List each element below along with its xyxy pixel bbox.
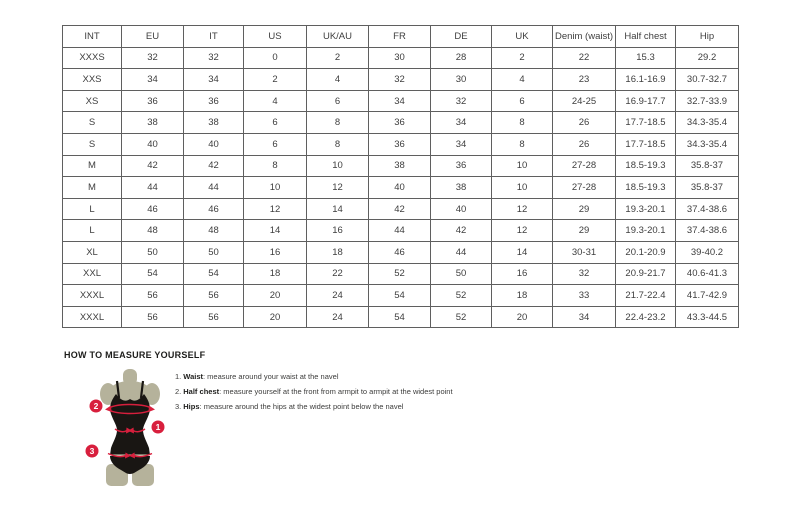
table-cell: 20.9-21.7	[616, 263, 676, 285]
table-cell: 34	[122, 69, 184, 91]
table-cell: 36	[184, 90, 244, 112]
table-cell: 10	[244, 177, 307, 199]
table-cell: 20	[244, 285, 307, 307]
table-row	[63, 285, 739, 307]
table-cell: 10	[307, 155, 369, 177]
column-header-de: DE	[431, 26, 492, 48]
table-cell: 23	[553, 69, 616, 91]
table-cell: M	[63, 155, 122, 177]
table-row	[63, 47, 739, 69]
table-cell: 44	[369, 220, 431, 242]
table-row	[63, 241, 739, 263]
table-cell: 24	[307, 306, 369, 328]
badge-waist-label: 1	[155, 422, 161, 432]
table-cell: 4	[492, 69, 553, 91]
table-cell: 42	[184, 155, 244, 177]
table-cell: 32	[553, 263, 616, 285]
table-cell: 6	[244, 133, 307, 155]
table-cell: 32	[122, 47, 184, 69]
table-cell: 8	[307, 133, 369, 155]
table-cell: 30-31	[553, 241, 616, 263]
table-cell: 33	[553, 285, 616, 307]
table-cell: 37.4-38.6	[676, 220, 739, 242]
table-cell: 38	[122, 112, 184, 134]
table-row	[63, 69, 739, 91]
column-header-int: INT	[63, 26, 122, 48]
table-cell: 38	[184, 112, 244, 134]
table-cell: 44	[122, 177, 184, 199]
table-cell: 36	[369, 112, 431, 134]
mannequin-figure	[82, 367, 182, 487]
table-cell: 30	[369, 47, 431, 69]
table-cell: 29	[553, 220, 616, 242]
table-cell: 40	[122, 133, 184, 155]
header-row	[63, 26, 739, 48]
table-row	[63, 112, 739, 134]
table-cell: 20	[492, 306, 553, 328]
table-cell: 18.5-19.3	[616, 177, 676, 199]
size-chart-table	[62, 25, 739, 328]
table-cell: XL	[63, 241, 122, 263]
table-cell: 14	[307, 198, 369, 220]
table-cell: 8	[492, 133, 553, 155]
size-chart-body	[63, 47, 739, 328]
table-cell: L	[63, 198, 122, 220]
table-cell: 22.4-23.2	[616, 306, 676, 328]
table-cell: XXXL	[63, 285, 122, 307]
table-cell: 16	[244, 241, 307, 263]
table-cell: 38	[369, 155, 431, 177]
table-cell: 34	[431, 112, 492, 134]
table-cell: 41.7-42.9	[676, 285, 739, 307]
table-cell: 50	[122, 241, 184, 263]
table-row	[63, 306, 739, 328]
table-row	[63, 198, 739, 220]
table-cell: XXXS	[63, 47, 122, 69]
table-cell: 36	[122, 90, 184, 112]
table-cell: 32	[431, 90, 492, 112]
table-cell: 8	[492, 112, 553, 134]
table-cell: 2	[307, 47, 369, 69]
table-cell: 19.3-20.1	[616, 220, 676, 242]
table-cell: 54	[184, 263, 244, 285]
table-cell: S	[63, 133, 122, 155]
table-row	[63, 90, 739, 112]
measure-step-half-chest	[175, 384, 453, 399]
table-cell: 54	[369, 306, 431, 328]
table-cell: 42	[122, 155, 184, 177]
table-cell: 8	[244, 155, 307, 177]
table-cell: 44	[184, 177, 244, 199]
table-cell: 20.1-20.9	[616, 241, 676, 263]
column-header-us: US	[244, 26, 307, 48]
table-cell: 12	[244, 198, 307, 220]
table-cell: 42	[369, 198, 431, 220]
table-cell: 14	[244, 220, 307, 242]
table-cell: 56	[184, 285, 244, 307]
table-cell: 34.3-35.4	[676, 112, 739, 134]
measure-step-waist	[175, 369, 453, 384]
table-cell: XXL	[63, 263, 122, 285]
table-cell: 12	[307, 177, 369, 199]
table-cell: 26	[553, 112, 616, 134]
table-cell: 24	[307, 285, 369, 307]
table-cell: 12	[492, 220, 553, 242]
step-number: 2.	[175, 387, 182, 396]
table-cell: 0	[244, 47, 307, 69]
table-cell: 44	[431, 241, 492, 263]
table-cell: 43.3-44.5	[676, 306, 739, 328]
table-cell: 16.1-16.9	[616, 69, 676, 91]
column-header-half-chest: Half chest	[616, 26, 676, 48]
table-cell: 26	[553, 133, 616, 155]
table-cell: 50	[184, 241, 244, 263]
table-cell: 4	[307, 69, 369, 91]
table-cell: 52	[431, 285, 492, 307]
table-cell: 52	[369, 263, 431, 285]
table-cell: 34	[553, 306, 616, 328]
table-cell: 6	[244, 112, 307, 134]
table-cell: XS	[63, 90, 122, 112]
table-cell: 2	[244, 69, 307, 91]
table-cell: 16	[492, 263, 553, 285]
table-cell: 10	[492, 177, 553, 199]
column-header-it: IT	[184, 26, 244, 48]
table-cell: 35.8-37	[676, 155, 739, 177]
table-cell: 54	[122, 263, 184, 285]
table-cell: 16	[307, 220, 369, 242]
table-cell: 54	[369, 285, 431, 307]
table-cell: 34	[369, 90, 431, 112]
table-cell: 18.5-19.3	[616, 155, 676, 177]
table-cell: 18	[244, 263, 307, 285]
table-cell: 34	[184, 69, 244, 91]
table-cell: 27-28	[553, 155, 616, 177]
step-label: Waist	[183, 372, 203, 381]
table-cell: 29.2	[676, 47, 739, 69]
table-cell: 48	[122, 220, 184, 242]
table-cell: 22	[553, 47, 616, 69]
table-cell: 21.7-22.4	[616, 285, 676, 307]
table-cell: L	[63, 220, 122, 242]
table-cell: 12	[492, 198, 553, 220]
table-cell: 22	[307, 263, 369, 285]
size-chart-header	[63, 26, 739, 48]
chest-measure-arrow-right	[149, 406, 156, 413]
table-cell: 46	[369, 241, 431, 263]
column-header-denim-waist: Denim (waist)	[553, 26, 616, 48]
table-cell: 32	[369, 69, 431, 91]
table-cell: 10	[492, 155, 553, 177]
table-row	[63, 133, 739, 155]
column-header-hip: Hip	[676, 26, 739, 48]
badge-chest-label: 2	[93, 401, 99, 411]
table-cell: 39-40.2	[676, 241, 739, 263]
column-header-uk-au: UK/AU	[307, 26, 369, 48]
table-cell: 36	[431, 155, 492, 177]
table-cell: 19.3-20.1	[616, 198, 676, 220]
table-cell: 37.4-38.6	[676, 198, 739, 220]
table-cell: XXS	[63, 69, 122, 91]
table-cell: 35.8-37	[676, 177, 739, 199]
table-cell: 27-28	[553, 177, 616, 199]
table-cell: 16.9-17.7	[616, 90, 676, 112]
table-row	[63, 155, 739, 177]
table-cell: 36	[369, 133, 431, 155]
table-cell: 28	[431, 47, 492, 69]
table-cell: 56	[122, 285, 184, 307]
badge-hips-label: 3	[89, 446, 95, 456]
table-cell: 2	[492, 47, 553, 69]
step-number: 1.	[175, 372, 182, 381]
table-cell: 40	[369, 177, 431, 199]
table-cell: 34.3-35.4	[676, 133, 739, 155]
table-cell: 32.7-33.9	[676, 90, 739, 112]
table-cell: 20	[244, 306, 307, 328]
table-cell: 46	[122, 198, 184, 220]
table-cell: 32	[184, 47, 244, 69]
table-cell: 50	[431, 263, 492, 285]
camisole-shape	[110, 394, 150, 455]
table-cell: S	[63, 112, 122, 134]
step-text: : measure around your waist at the navel	[203, 372, 339, 381]
table-cell: 38	[431, 177, 492, 199]
table-cell: 17.7-18.5	[616, 133, 676, 155]
measure-steps	[175, 369, 453, 414]
table-cell: 42	[431, 220, 492, 242]
table-row	[63, 177, 739, 199]
table-cell: 40.6-41.3	[676, 263, 739, 285]
table-cell: XXXL	[63, 306, 122, 328]
step-number: 3.	[175, 402, 182, 411]
table-cell: 4	[244, 90, 307, 112]
column-header-fr: FR	[369, 26, 431, 48]
table-row	[63, 220, 739, 242]
table-cell: 56	[122, 306, 184, 328]
table-cell: 14	[492, 241, 553, 263]
step-text: : measure yourself at the front from armpit to armpit at the widest point	[219, 387, 453, 396]
table-cell: 56	[184, 306, 244, 328]
table-cell: 40	[184, 133, 244, 155]
table-cell: 40	[431, 198, 492, 220]
table-cell: 6	[307, 90, 369, 112]
table-cell: 18	[492, 285, 553, 307]
chest-measure-arrow-left	[105, 406, 112, 413]
table-cell: 30.7-32.7	[676, 69, 739, 91]
table-cell: 30	[431, 69, 492, 91]
table-cell: 8	[307, 112, 369, 134]
table-cell: 34	[431, 133, 492, 155]
step-label: Hips	[183, 402, 200, 411]
table-row	[63, 263, 739, 285]
column-header-uk: UK	[492, 26, 553, 48]
table-cell: 18	[307, 241, 369, 263]
table-cell: 29	[553, 198, 616, 220]
table-cell: M	[63, 177, 122, 199]
table-cell: 15.3	[616, 47, 676, 69]
measure-section-heading: HOW TO MEASURE YOURSELF	[64, 350, 206, 360]
step-label: Half chest	[183, 387, 220, 396]
table-cell: 52	[431, 306, 492, 328]
table-cell: 24-25	[553, 90, 616, 112]
table-cell: 46	[184, 198, 244, 220]
table-cell: 17.7-18.5	[616, 112, 676, 134]
table-cell: 48	[184, 220, 244, 242]
table-cell: 6	[492, 90, 553, 112]
column-header-eu: EU	[122, 26, 184, 48]
step-text: : measure around the hips at the widest point below the navel	[199, 402, 404, 411]
measure-step-hips	[175, 399, 453, 414]
